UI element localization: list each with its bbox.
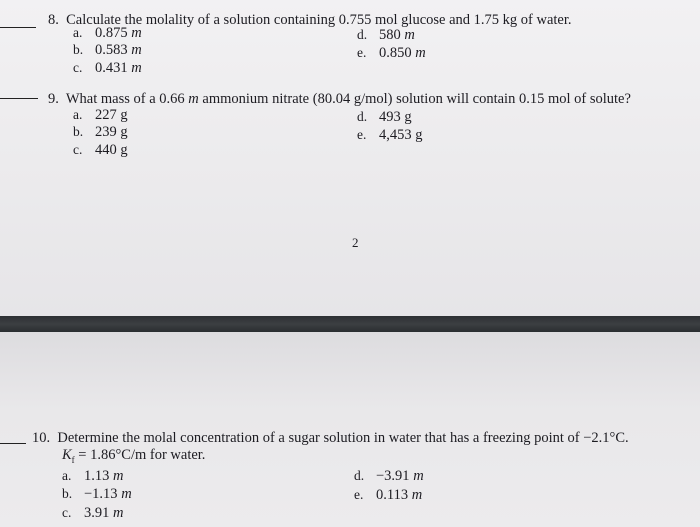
answer-blank-q10 xyxy=(0,443,26,444)
option-8e: e. 0.850 m xyxy=(357,45,426,61)
question-number: 8. xyxy=(48,12,59,28)
question-number: 10. xyxy=(32,430,51,446)
question-text: Calculate the molality of a solution containing 0.755 mol glucose and 1.75 kg of water. xyxy=(66,12,572,28)
question-number: 9. xyxy=(48,91,59,107)
option-10e: e. 0.113 m xyxy=(354,487,423,503)
option-10c: c. 3.91 m xyxy=(62,505,124,521)
answer-blank-q9 xyxy=(0,98,38,99)
option-9e: e. 4,453 g xyxy=(357,127,423,143)
question-9: 9. What mass of a 0.66 m ammonium nitrate (80.04 g/mol) solution will contain 0.15 mol of solute? xyxy=(48,91,631,107)
option-10a: a. 1.13 m xyxy=(62,468,124,484)
option-9b: b. 239 g xyxy=(73,124,128,140)
option-8b: b. 0.583 m xyxy=(73,42,142,58)
freezing-constant-line: $K_f = 1.86^\circ C/m$ for water. xyxy=(62,447,206,465)
option-9d: d. 493 g xyxy=(357,109,412,125)
answer-blank-q8 xyxy=(0,27,36,28)
option-8c: c. 0.431 m xyxy=(73,60,142,76)
page-number: 2 xyxy=(352,235,359,250)
page-gap-band xyxy=(0,316,700,332)
option-9a: a. 227 g xyxy=(73,107,128,123)
option-9c: c. 440 g xyxy=(73,142,128,158)
question-text: Determine the molal concentration of a sugar solution in water that has a freezing point of −2.1°C. xyxy=(57,430,629,446)
option-8d: d. 580 m xyxy=(357,27,415,43)
option-10b: b. −1.13 m xyxy=(62,486,132,502)
option-8a: a. 0.875 m xyxy=(73,25,142,41)
question-10 xyxy=(32,431,629,446)
option-10d: d. −3.91 m xyxy=(354,468,424,484)
